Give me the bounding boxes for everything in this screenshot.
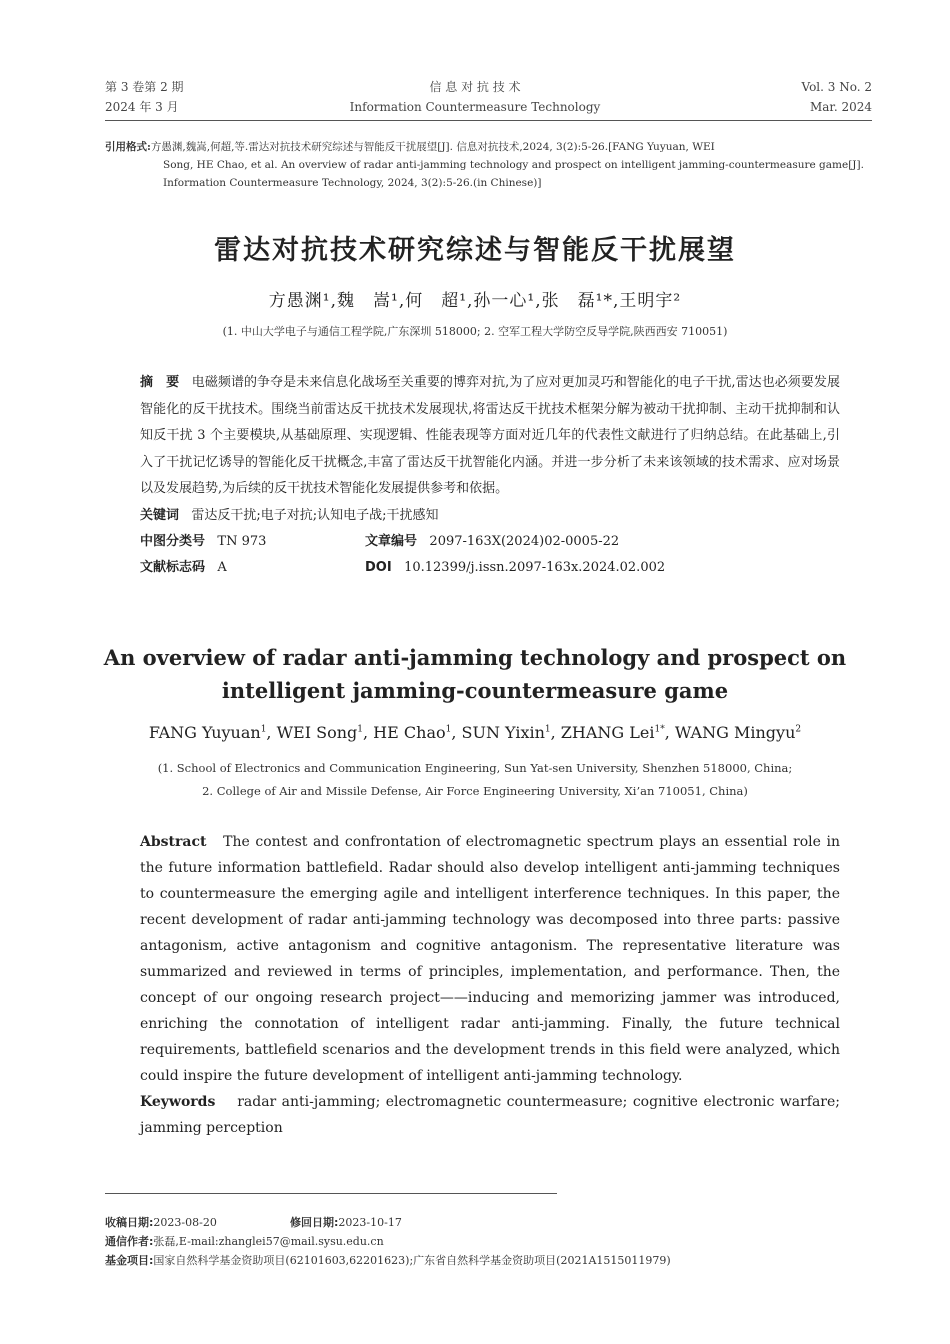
- revised-value: 2023-10-17: [338, 1216, 402, 1229]
- received-label: 收稿日期:: [105, 1216, 154, 1229]
- publication-date: 2024 年 3 月: [105, 100, 179, 114]
- author-en: WEI Song$^1$: [276, 723, 363, 742]
- abstract-cn-block: [140, 370, 840, 581]
- authors-cn: 方愚渊¹,魏 嵩¹,何 超¹,孙一心¹,张 磊¹*,王明宇²: [268, 291, 682, 311]
- corresponding-row: [105, 1232, 885, 1251]
- clc-label: 中图分类号: [140, 534, 206, 549]
- running-header-right: [802, 77, 872, 117]
- affiliations-cn: (1. 中山大学电子与通信工程学院,广东深圳 518000; 2. 空军工程大学防空反导学院,陕西西安 710051): [222, 325, 728, 338]
- title-cn: 雷达对抗技术研究综述与智能反干扰展望: [214, 235, 736, 266]
- keywords-cn-text: 雷达反干扰;电子对抗;认知电子战;干扰感知: [191, 507, 439, 523]
- author-en: FANG Yuyuan$^1$: [148, 723, 267, 742]
- author-en: SUN Yixin$^1$: [461, 723, 551, 742]
- received-value: 2023-08-20: [153, 1216, 217, 1229]
- abstract-cn-text: 电磁频谱的争夺是未来信息化战场至关重要的博弈对抗,为了应对更加灵巧和智能化的电子干扰,雷达也必须要发展智能化的反干扰技术。围绕当前雷达反干扰技术发展现状,将雷达反干扰技术框架分解为被动干扰抑制、主动干扰抑制和认知反干扰 3 个主要模块,从基础原理、实现逻辑、性能表现等方面对近几年的代表性文献进行了归纳总结。在此基础上,引入了干扰记忆诱导的智能化反干扰概念,丰富了雷达反干扰智能化内涵。并进一步分析了未来该领域的技术需求、应对场景以及发展趋势,为后续的反干扰技术智能化发展提供参考和依据。: [140, 375, 840, 496]
- title-en-line-1: An overview of radar anti-jamming technology and prospect on: [103, 645, 847, 670]
- fund-row: [105, 1251, 885, 1270]
- title-en: [0, 641, 950, 707]
- doc-code-row: [140, 555, 840, 581]
- abstract-en-text: The contest and confrontation of electromagnetic spectrum plays an essential role in the future information battlefield. Radar should also develop intelligent anti-jamming techniques to countermeasure the emerging agile and intelligent interference techniques. In this paper, the recent development of radar anti-jamming technology was decomposed into three parts: passive antagonism, active antagonism and cognitive antagonism. The representative literature was summarized and reviewed in terms of principles, implementation, and performance. Then, the concept of our ongoing research project——inducing and memorizing jammer was introduced, enriching the connotation of intelligent radar anti-jamming. Finally, the future technical requirements, battlefield scenarios and the development trends in this field were analyzed, which could inspire the future development of intelligent anti-jamming technology.: [140, 834, 841, 1084]
- citation-block: [105, 138, 875, 192]
- abstract-cn-label: 摘 要: [140, 375, 180, 390]
- footnote-rule: [105, 1193, 557, 1194]
- keywords-en-label: Keywords: [140, 1094, 216, 1110]
- fund-value: 国家自然科学基金资助项目(62101603,62201623);广东省自然科学基金资助项目(2021A1515011979): [153, 1254, 671, 1267]
- citation-line-1: 方愚渊,魏嵩,何超,等.雷达对抗技术研究综述与智能反干扰展望[J]. 信息对抗技术,2024, 3(2):5-26.[FANG Yuyuan, WEI: [150, 141, 715, 153]
- citation-label: 引用格式:: [105, 141, 151, 153]
- corresponding-value: 张磊,E-mail:zhanglei57@mail.sysu.edu.cn: [153, 1235, 384, 1248]
- affiliations-en: [0, 757, 950, 803]
- keywords-cn: [140, 503, 840, 530]
- author-en: ZHANG Lei$^{1*}$: [560, 723, 665, 742]
- citation-line-3: Information Countermeasure Technology, 2024, 3(2):5-26.(in Chinese)]: [163, 177, 542, 189]
- abstract-en-label: Abstract: [140, 834, 207, 850]
- clc-value: TN 973: [217, 534, 267, 549]
- doc-code-value: A: [217, 560, 227, 575]
- fund-label: 基金项目:: [105, 1254, 154, 1267]
- classification-row: [140, 529, 840, 555]
- abstract-en: [140, 829, 840, 1089]
- revised-label: 修回日期:: [290, 1216, 339, 1229]
- dates-row: [105, 1213, 885, 1232]
- corresponding-label: 通信作者:: [105, 1235, 154, 1248]
- affiliation-en-line-2: 2. College of Air and Missile Defense, Air Force Engineering University, Xi’an 710051, China): [202, 784, 748, 798]
- doi-label: DOI: [365, 560, 392, 575]
- journal-name-cn: 信 息 对 抗 技 术: [429, 80, 521, 94]
- keywords-cn-label: 关键词: [140, 507, 180, 523]
- title-en-line-2: intelligent jamming-countermeasure game: [221, 678, 729, 703]
- footnotes: [105, 1213, 885, 1270]
- doi-value[interactable]: 10.12399/j.issn.2097-163x.2024.02.002: [404, 560, 666, 575]
- article-no-label: 文章编号: [365, 534, 418, 549]
- keywords-en-text: radar anti-jamming; electromagnetic countermeasure; cognitive electronic warfare; jamming perception: [140, 1094, 840, 1136]
- author-en: HE Chao$^1$: [373, 723, 452, 742]
- header-rule: [105, 120, 872, 121]
- author-en: WANG Mingyu$^2$: [674, 723, 802, 742]
- volume-issue: 第 3 卷第 2 期: [105, 80, 184, 94]
- doc-code-label: 文献标志码: [140, 560, 206, 575]
- article-no-value: 2097-163X(2024)02-0005-22: [429, 534, 620, 549]
- publication-date-en: Mar. 2024: [809, 100, 872, 114]
- affiliation-en-line-1: (1. School of Electronics and Communication Engineering, Sun Yat-sen University, Shenzhen 518000, China;: [157, 761, 793, 775]
- abstract-cn: [140, 370, 840, 503]
- keywords-en: [140, 1089, 840, 1141]
- journal-name-en: Information Countermeasure Technology: [349, 100, 601, 114]
- citation-line-2: Song, HE Chao, et al. An overview of radar anti-jamming technology and prospect on intelligent jamming-countermeasure game[J].: [163, 159, 864, 171]
- authors-en: FANG Yuyuan$^1$, WEI Song$^1$, HE Chao$^1$, SUN Yixin$^1$, ZHANG Lei$^{1*}$, WANG Mingyu$^2$: [148, 723, 802, 742]
- abstract-en-block: [140, 829, 840, 1141]
- volume-issue-en: Vol. 3 No. 2: [801, 80, 872, 94]
